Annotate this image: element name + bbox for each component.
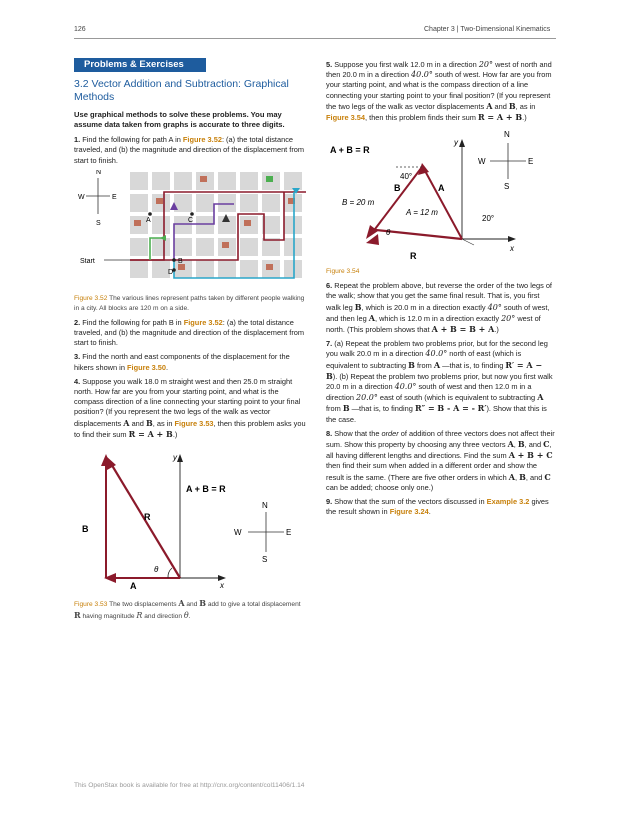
city-block xyxy=(218,194,236,212)
city-block xyxy=(196,194,214,212)
problem-8: 8. Show that the order of addition of three vectors does not affect their sum. Show this property by choosing any three vectors A, B, and C, all having different lengths and directions. Find the sum A + B + C then find their sum when added in a different order and show the result is the same. (There are five other orders in which A, B, and C can be added; choose only one.) xyxy=(326,428,555,492)
city-block xyxy=(196,238,214,256)
compass-s: S xyxy=(504,182,510,192)
building-marker xyxy=(134,220,141,226)
vector-a-label: A xyxy=(438,183,445,194)
axis-y-label: y xyxy=(173,453,177,463)
b-length-label: B = 20 m xyxy=(342,198,375,208)
vector-a-label: A xyxy=(130,581,137,592)
problem-1: 1. Find the following for path A in Figure 3.52: (a) the total distance traveled, and (b) the magnitude and direction of the displacement from start to finish. xyxy=(74,135,305,165)
point-b xyxy=(172,258,176,262)
city-block xyxy=(152,238,170,256)
city-block xyxy=(284,216,302,234)
figure-link[interactable]: Figure 3.24 xyxy=(389,507,429,517)
chapter-title: Chapter 3 | Two-Dimensional Kinematics xyxy=(424,26,551,33)
city-block xyxy=(218,260,236,278)
axis-x-label: x xyxy=(510,244,514,254)
axis-y-label: y xyxy=(454,138,458,148)
header-rule xyxy=(74,38,556,39)
city-block xyxy=(174,172,192,190)
label-b: B xyxy=(178,257,183,265)
compass-n: N xyxy=(96,169,102,176)
compass-e: E xyxy=(528,157,534,167)
page-number: 126 xyxy=(74,26,86,33)
city-block xyxy=(130,260,148,278)
city-block xyxy=(240,238,258,256)
city-block xyxy=(240,194,258,212)
figure-3-52 xyxy=(74,170,306,288)
city-block xyxy=(130,238,148,256)
angle-40-label: 40° xyxy=(400,172,413,182)
figure-3-54-caption: Figure 3.54 xyxy=(326,268,360,276)
compass-n: N xyxy=(504,130,510,140)
figure-3-52-caption: Figure 3.52 The various lines represent paths taken by different people walking in a city. All blocks are 120 m on a side. xyxy=(74,294,305,312)
point-c xyxy=(190,212,194,216)
building-marker xyxy=(266,176,273,182)
city-block xyxy=(262,194,280,212)
building-marker xyxy=(222,242,229,248)
city-block xyxy=(152,216,170,234)
point-a xyxy=(148,212,152,216)
city-block xyxy=(240,260,258,278)
left-column xyxy=(74,58,306,626)
compass-w: W xyxy=(478,157,486,167)
city-block xyxy=(284,238,302,256)
right-column xyxy=(326,60,556,521)
vector-b-label: B xyxy=(394,183,401,194)
city-block xyxy=(284,172,302,190)
city-block xyxy=(196,260,214,278)
theta-label: θ xyxy=(154,565,159,575)
start-label: Start xyxy=(80,257,95,265)
vector-r-label: R xyxy=(410,251,417,262)
theta-label: θ xyxy=(386,228,391,238)
compass-s: S xyxy=(96,219,101,227)
figure-link[interactable]: Figure 3.52 xyxy=(183,317,223,327)
vector-r-label: R xyxy=(144,512,151,523)
city-block xyxy=(240,172,258,190)
label-c: C xyxy=(188,216,194,224)
example-link[interactable]: Example 3.2 xyxy=(486,497,530,507)
problem-6: 6. Repeat the problem above, but reverse the order of the two legs of the walk; show that you get the same final result. That is, you first walk leg B, which is 20.0 m in a direction exactly 40° south of west, and then leg A, which is 12.0 m in a direction exactly 20° west of north. (This problem shows that A + B = B + A.) xyxy=(326,281,552,335)
a-length-label: A = 12 m xyxy=(406,208,438,218)
compass-s: S xyxy=(262,555,268,565)
sum-equation-label: A + B = R xyxy=(330,145,370,156)
axis-x-label: x xyxy=(220,581,224,591)
city-block xyxy=(130,194,148,212)
section-title: 3.2 Vector Addition and Subtraction: Graphical Methods xyxy=(74,78,289,104)
city-block xyxy=(174,238,192,256)
figure-link[interactable]: Figure 3.52 xyxy=(182,135,222,145)
section-instructions: Use graphical methods to solve these problems. You may assume data taken from graphs is accurate to three digits. xyxy=(74,110,285,130)
building-marker xyxy=(266,264,273,270)
label-d: D xyxy=(168,268,174,276)
city-grid xyxy=(130,172,302,278)
page-footer: This OpenStax book is available for free at http://cnx.org/content/col11406/1.14 xyxy=(74,782,305,789)
sum-equation-label: A + B = R xyxy=(186,484,226,495)
city-block xyxy=(196,216,214,234)
figure-3-53 xyxy=(74,444,306,594)
building-marker xyxy=(244,220,251,226)
problem-3: 3. Find the north and east components of the displacement for the hikers shown in Figure 3.50. xyxy=(74,352,290,372)
problem-2: 2. Find the following for path B in Figure 3.52: (a) the total distance traveled, and (b) the magnitude and direction of the displacement from start to finish. xyxy=(74,317,305,348)
compass-w: W xyxy=(78,193,85,201)
figure-3-53-caption: Figure 3.53 The two displacements A and B add to give a total displacement R having magnitude R and direction θ. xyxy=(74,598,301,621)
label-a: A xyxy=(146,216,151,224)
compass-e: E xyxy=(286,528,292,538)
figure-link[interactable]: Figure 3.53 xyxy=(174,418,214,428)
problem-4: 4. Suppose you walk 18.0 m straight west and then 25.0 m straight north. How far are you from your starting point, and what is the compass direction of a line connecting your starting point to your final position? (If you represent the two legs of the walk as vector displacements A and B, as in Figure 3.53, then this problem asks you to find their sum R = A + B.) xyxy=(74,376,306,439)
city-block xyxy=(152,172,170,190)
city-block xyxy=(218,172,236,190)
building-marker xyxy=(200,176,207,182)
compass xyxy=(78,170,117,227)
figure-link[interactable]: Figure 3.54 xyxy=(326,113,366,123)
city-block xyxy=(284,260,302,278)
compass-n: N xyxy=(262,501,268,511)
angle-20-label: 20° xyxy=(482,214,495,224)
compass-w: W xyxy=(234,528,242,538)
compass-e: E xyxy=(112,193,117,201)
problem-7: 7. (a) Repeat the problem two problems prior, but for the second leg you walk 20.0 m in a direction 40.0° north of east (which is equivalent to subtracting B from A —that is, to finding R′ = A − B). (b) Repeat the problem two problems prior, but now you first walk 20.0 m in a direction 40.0° south of west and then 12.0 m in a direction 20.0° east of south (which is equivalent to subtracting A from B —that is, to finding R″ = B - A = - R′). Show that this is the case. xyxy=(326,339,553,424)
vector-b-label: B xyxy=(82,524,89,535)
building-marker xyxy=(156,198,163,204)
problem-9: 9. Show that the sum of the vectors discussed in Example 3.2 gives the result shown in Figure 3.24. xyxy=(326,497,549,517)
figure-3-54 xyxy=(326,127,556,265)
section-banner: Problems & Exercises xyxy=(74,58,206,72)
figure-link[interactable]: Figure 3.50 xyxy=(127,362,167,372)
problem-5: 5. Suppose you first walk 12.0 m in a direction 20° west of north and then 20.0 m in a direction 40.0° south of west. How far are you from your starting point, and what is the compass direction of a line connecting your starting point to your final position? (If you represent the two legs of the walk as vector displacements A and B, as in Figure 3.54, then this problem finds their sum R = A + B.) xyxy=(326,60,552,123)
city-block xyxy=(130,172,148,190)
